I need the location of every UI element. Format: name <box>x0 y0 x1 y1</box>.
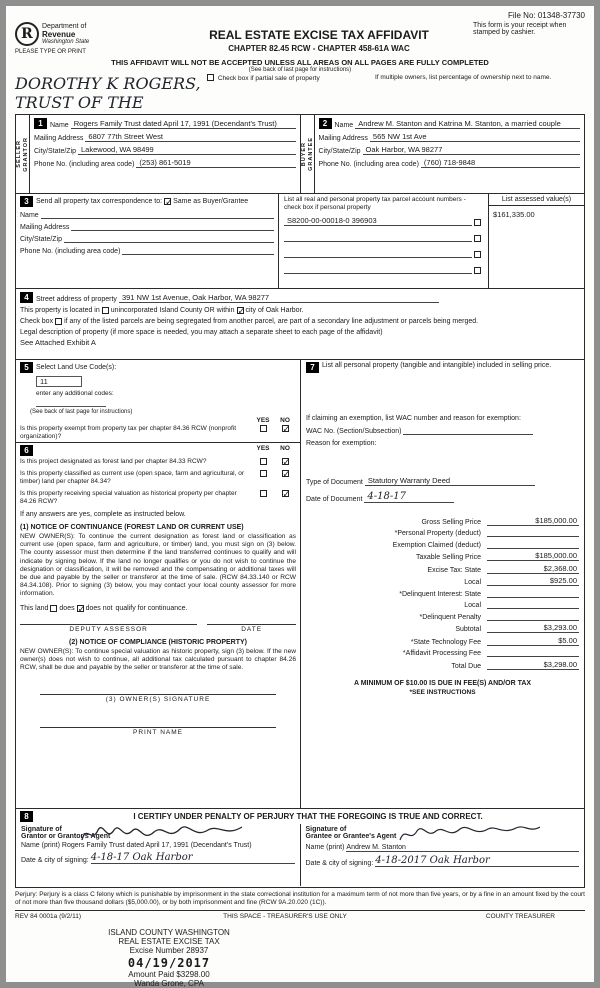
does-not-label: does not <box>85 604 113 612</box>
notice-compliance-title: (2) NOTICE OF COMPLIANCE (HISTORIC PROPERTY) <box>69 638 247 646</box>
fin-value[interactable] <box>487 589 579 598</box>
stamp-tax-title: REAL ESTATE EXCISE TAX <box>118 936 220 946</box>
section-1-seller <box>15 114 301 194</box>
section-3-assessed <box>488 194 584 288</box>
grantor-sig-label-2: Grantor or Grantor's Agent <box>21 833 111 840</box>
reason-exemption-label: Reason for exemption: <box>306 440 377 447</box>
buyer-side-word-2: GRANTEE <box>307 137 314 171</box>
stamp-cashier-name: Wanda Grone, CPA <box>134 978 204 988</box>
fin-value[interactable] <box>487 528 579 537</box>
fin-label: Local <box>464 602 481 609</box>
subheader-row <box>15 74 585 112</box>
handwritten-owner-name: DOROTHY K ROGERS, TRUST OF THE <box>15 74 201 112</box>
deputy-assessor-line[interactable] <box>20 616 197 625</box>
section-2-badge: 2 <box>319 118 332 129</box>
seller-csz-value[interactable]: Lakewood, WA 98499 <box>78 145 295 155</box>
buyer-name-label: Name <box>334 122 354 129</box>
segregated-pre-label: Check box <box>20 318 54 325</box>
stamp-excise-number: Excise Number 28937 <box>129 945 209 955</box>
fin-value[interactable]: $3,293.00 <box>487 623 579 633</box>
section-5-badge: 5 <box>20 362 33 373</box>
land-qualify-pre: This land <box>20 604 49 612</box>
partial-sale-line <box>205 74 375 82</box>
partial-sale-label: Check box if partial sale of property <box>217 75 320 82</box>
no-header: NO <box>280 445 290 452</box>
does-checkbox[interactable] <box>50 605 57 612</box>
fin-value[interactable] <box>487 540 579 549</box>
see-instructions-note: *SEE INSTRUCTIONS <box>409 688 476 696</box>
buyer-name-value[interactable]: Andrew M. Stanton and Katrina M. Stanton, a married couple <box>355 120 580 130</box>
logo-dept-line: Department of <box>42 23 87 30</box>
header <box>15 22 585 55</box>
grantee-name-value[interactable]: Andrew M. Stanton <box>346 844 579 852</box>
seller-phone-label: Phone No. (including area code) <box>34 161 135 168</box>
section-3-parcels <box>278 194 488 288</box>
forest-land-question: Is this project designated as forest land per chapter 84.33 RCW? <box>20 458 207 465</box>
reason-exemption-blank[interactable] <box>306 447 579 473</box>
legal-description-label: Legal description of property (if more space is needed, you may attach a separate sheet to each page of the affidavit) <box>20 329 383 336</box>
corr-csz-value[interactable] <box>64 234 274 243</box>
fin-label: Local <box>464 579 481 586</box>
exempt-question: Is this property exempt from property tax per chapter 84.36 RCW (nonprofit organization)? <box>20 425 237 440</box>
deputy-date-line[interactable] <box>207 616 296 625</box>
partial-sale-checkbox[interactable] <box>207 74 214 81</box>
fin-value[interactable] <box>487 612 579 621</box>
section-3-correspondence <box>16 194 278 288</box>
wac-value[interactable] <box>403 426 533 435</box>
corr-name-label: Name <box>20 212 39 219</box>
owners-signature-label: (3) OWNER(S) SIGNATURE <box>105 696 211 704</box>
doc-type-value[interactable]: Statutory Warranty Deed <box>365 476 535 486</box>
seller-address-value[interactable]: 6807 77th Street West <box>85 132 295 142</box>
fin-label: *Delinquent Penalty <box>419 613 481 621</box>
fin-label: Total Due <box>451 662 481 670</box>
fin-label: Subtotal <box>455 626 481 633</box>
exempt-no-checkbox[interactable]: ✓ <box>282 424 291 434</box>
historic-question: Is this property receiving special valuation as historical property per chapter 84.26 RCW? <box>20 490 237 505</box>
corr-address-label: Mailing Address <box>20 224 70 231</box>
parties-row <box>15 114 585 194</box>
section-8-badge: 8 <box>20 811 33 822</box>
fin-value[interactable] <box>487 648 579 657</box>
section-3 <box>15 193 585 289</box>
fin-value[interactable]: $3,298.00 <box>487 660 579 670</box>
legal-description-value[interactable]: See Attached Exhibit A <box>20 338 96 347</box>
buyer-address-label: Mailing Address <box>318 135 368 142</box>
file-number: File No: 01348-37730 <box>508 11 585 20</box>
fin-value[interactable]: $185,000.00 <box>487 516 579 526</box>
parcel-row-personal-checkbox[interactable] <box>474 267 481 274</box>
stamp-date: 04/19/2017 <box>127 955 211 970</box>
exemption-label: If claiming an exemption, list WAC number and reason for exemption: <box>306 415 521 422</box>
grantee-sig-label-1: Signature of <box>305 826 347 833</box>
current-use-question: Is this property classified as current use (open space, farm and agricultural, or timber) land per chapter 84.34? <box>20 470 244 485</box>
buyer-csz-label: City/State/Zip <box>318 148 361 155</box>
section-6-badge: 6 <box>20 445 33 456</box>
section-2-buyer <box>300 114 586 194</box>
receipt-note: This form is your receipt when stamped by cashier. <box>473 22 567 36</box>
seller-csz-label: City/State/Zip <box>34 148 77 155</box>
see-back-note: (See back of last page for instructions) <box>248 67 352 73</box>
historic-yes-checkbox[interactable] <box>260 490 267 497</box>
forest-no-checkbox[interactable]: ✓ <box>282 457 291 467</box>
buyer-phone-label: Phone No. (including area code) <box>318 161 419 168</box>
corr-address-value[interactable] <box>71 222 274 231</box>
buyer-csz-value[interactable]: Oak Harbor, WA 98277 <box>363 145 580 155</box>
buyer-phone-value[interactable]: (760) 718-9848 <box>421 158 580 168</box>
section-4-badge: 4 <box>20 292 33 303</box>
corr-phone-label: Phone No. (including area code) <box>20 248 121 255</box>
doc-date-value[interactable]: 4-18-17 <box>364 491 454 503</box>
forest-yes-checkbox[interactable] <box>260 458 267 465</box>
exempt-yes-checkbox[interactable] <box>260 425 267 432</box>
same-as-buyer-checkbox[interactable]: ✓ <box>165 197 173 207</box>
seller-name-value[interactable]: Rogers Family Trust dated April 17, 1991 (Decendant's Trust) <box>71 120 296 130</box>
seller-side-word-1: SELLER <box>16 140 22 168</box>
parcel-header: List all real and personal property tax parcel account numbers - check box if personal property <box>284 196 466 211</box>
street-address-value[interactable]: 391 NW 1st Avenue, Oak Harbor, WA 98277 <box>119 293 439 303</box>
fin-value[interactable]: $185,000.00 <box>487 551 579 561</box>
print-name-line[interactable] <box>40 719 276 728</box>
fin-label: *State Technology Fee <box>410 638 481 646</box>
print-name-label: PRINT NAME <box>133 729 183 737</box>
section-5-see-back: (See back of last page for instructions) <box>30 409 133 415</box>
fin-label: Gross Selling Price <box>421 518 481 526</box>
notice-compliance-body: NEW OWNER(S): To continue special valuation as historic property, sign (3) below. If the new owner(s) does not wish to continue, all additional tax calculated pursuant to chapter 84.26 RCW, shall be due and payable by the seller or transferor at the time of sale. <box>20 647 296 672</box>
personal-property-blank[interactable] <box>306 373 579 415</box>
multiple-owners-note: If multiple owners, list percentage of ownership next to name. <box>375 74 552 81</box>
footer-row <box>15 910 585 920</box>
owners-signature-line[interactable] <box>40 686 276 695</box>
stamp-county: ISLAND COUNTY WASHINGTON <box>108 927 230 937</box>
section-6 <box>15 442 301 809</box>
logo-r: R <box>21 26 33 42</box>
buyer-side-band <box>301 115 315 193</box>
fin-value[interactable]: $5.00 <box>487 636 579 646</box>
additional-codes-label: enter any additional codes: <box>36 390 114 397</box>
fin-label: Excise Tax: State <box>427 566 481 574</box>
notice-continuance-body: NEW OWNER(S): To continue the current designation as forest land or classification as current use (open space, farm and agriculture, or timber) land, you must sign on (3) below. The county assessor must then determine if the land transferred continues to qualify and will indicate by signing below. If the land no longer qualifies or you do not wish to continue the designation or classification, it will be removed and the compensating or additional taxes will be due and payable by the seller or transferor at the time of sale. (RCW 84.33.140 or RCW 84.34.108). Prior to signing (3) below, you may contact your local county assessor for more information. <box>20 533 296 598</box>
assessed-header: List assessed value(s) <box>489 194 584 206</box>
seller-side-band <box>16 115 30 193</box>
parcel-row-personal-checkbox[interactable] <box>474 251 481 258</box>
parcel-row-value[interactable] <box>284 265 472 274</box>
fin-label: Exemption Claimed (deduct) <box>392 541 481 549</box>
fin-value[interactable]: $925.00 <box>487 576 579 586</box>
no-header: NO <box>280 417 290 424</box>
corr-name-value[interactable] <box>41 210 274 219</box>
grantor-name-label: Name (print) <box>21 842 60 849</box>
grantor-signature <box>76 818 256 848</box>
fin-label: *Delinquent Interest: State <box>399 590 481 598</box>
street-address-label: Street address of property <box>36 296 117 303</box>
grantee-date-value[interactable]: 4-18-2017 Oak Harbor <box>375 855 579 867</box>
logo-revenue-line: Revenue <box>42 30 76 39</box>
form-title: REAL ESTATE EXCISE TAX AFFIDAVIT <box>209 28 429 42</box>
current-use-yes-checkbox[interactable] <box>260 470 267 477</box>
wac-label: WAC No. (Section/Subsection) <box>306 428 402 435</box>
send-correspondence-label: Send all property tax correspondence to: <box>36 198 163 205</box>
seller-phone-value[interactable]: (253) 861-5019 <box>136 158 295 168</box>
seller-name-label: Name <box>50 122 69 129</box>
parcel-row-value[interactable] <box>284 233 472 242</box>
section-3-badge: 3 <box>20 196 33 207</box>
please-type-note: PLEASE TYPE OR PRINT <box>15 49 86 55</box>
title-block <box>165 22 473 55</box>
section-1-badge: 1 <box>34 118 47 129</box>
grantor-signing-block <box>16 824 300 886</box>
revenue-logo-icon <box>15 22 39 46</box>
yes-header: YES <box>256 417 270 424</box>
corr-phone-value[interactable] <box>122 246 274 255</box>
grantee-signing-block <box>300 824 585 886</box>
certify-statement: I CERTIFY UNDER PENALTY OF PERJURY THAT THE FOREGOING IS TRUE AND CORRECT. <box>133 812 483 821</box>
section-7-badge: 7 <box>306 362 319 373</box>
section-4 <box>15 288 585 360</box>
affidavit-page <box>6 6 594 988</box>
parcel-row-personal-checkbox[interactable] <box>474 219 481 226</box>
middle-row <box>15 359 585 809</box>
warning-line: THIS AFFIDAVIT WILL NOT BE ACCEPTED UNLESS ALL AREAS ON ALL PAGES ARE FULLY COMPLETED <box>111 58 489 67</box>
section-5 <box>15 359 301 443</box>
grantee-signature <box>396 822 546 848</box>
unincorporated-checkbox[interactable] <box>102 307 109 314</box>
additional-codes-value[interactable] <box>36 399 106 407</box>
segregated-checkbox[interactable] <box>55 318 62 325</box>
stamp-amount-paid: Amount Paid $3298.00 <box>128 969 210 979</box>
buyer-side-word-1: BUYER <box>300 141 307 167</box>
seller-address-label: Mailing Address <box>34 135 84 142</box>
treasurer-space-label: THIS SPACE - TREASURER'S USE ONLY <box>223 912 347 920</box>
treasurer-stamp <box>49 928 289 988</box>
assessed-value[interactable]: $161,335.00 <box>493 210 535 219</box>
grantor-date-value[interactable]: 4-18-17 Oak Harbor <box>91 852 295 864</box>
city-checkbox[interactable]: ✓ <box>237 306 246 316</box>
grantee-sig-label-2: Grantee or Grantee's Agent <box>305 833 397 840</box>
corr-csz-label: City/State/Zip <box>20 236 63 243</box>
parcel-row-personal-checkbox[interactable] <box>474 235 481 242</box>
same-as-buyer-label: Same as Buyer/Grantee <box>173 198 249 205</box>
fin-value[interactable] <box>487 600 579 609</box>
notice-continuance-title: (1) NOTICE OF CONTINUANCE (FOREST LAND OR CURRENT USE) <box>20 524 244 531</box>
minimum-fee-note: A MINIMUM OF $10.00 IS DUE IN FEE(S) AND/OR TAX <box>353 679 532 687</box>
yes-header: YES <box>256 445 270 452</box>
deputy-date-label: DATE <box>241 625 263 633</box>
fin-label: *Personal Property (deduct) <box>394 530 481 537</box>
grantor-name-value[interactable]: Rogers Family Trust dated April 17, 1991 (Decendant's Trust) <box>61 842 252 849</box>
seller-side-word-2: GRANTOR <box>23 136 29 172</box>
section-7 <box>300 359 585 809</box>
logo-block <box>15 22 165 55</box>
does-label: does <box>59 604 75 612</box>
doc-date-label: Date of Document <box>306 496 363 503</box>
located-pre-label: This property is located in <box>20 307 100 314</box>
fin-value[interactable]: $2,368.00 <box>487 564 579 574</box>
unincorporated-label: unincorporated Island County OR within <box>110 307 235 314</box>
land-use-code-value[interactable]: 11 <box>36 376 82 387</box>
land-use-label: Select Land Use Code(s): <box>36 364 117 371</box>
section-8 <box>15 808 585 888</box>
fin-label: Taxable Selling Price <box>416 554 481 561</box>
doc-type-label: Type of Document <box>306 479 363 486</box>
perjury-statement: Perjury: Perjury is a class C felony which is punishable by imprisonment in the state correctional institution for a maximum term of not more than five years, or by a fine in an amount fixed by the court of not more than five thousand dollars ($5,000.00), or by both imprisonment and fine (RCW 9A.20.020 (1C)). <box>15 891 585 906</box>
deputy-assessor-label: DEPUTY ASSESSOR <box>69 625 148 633</box>
land-qualify-post: qualify for continuance. <box>115 604 188 612</box>
segregated-label: if any of the listed parcels are being segregated from another parcel, are part of a secondary line adjustment or parcels being merged. <box>64 318 479 325</box>
parcel-row-value[interactable] <box>284 249 472 258</box>
form-chapter: CHAPTER 82.45 RCW - CHAPTER 458-61A WAC <box>228 44 410 53</box>
historic-no-checkbox[interactable]: ✓ <box>282 489 291 499</box>
if-yes-instruction: If any answers are yes, complete as instructed below. <box>20 511 186 518</box>
current-use-no-checkbox[interactable]: ✓ <box>282 469 291 479</box>
grantor-date-label: Date & city of signing: <box>21 857 89 864</box>
city-label: city of Oak Harbor. <box>245 307 304 314</box>
fin-label: *Affidavit Processing Fee <box>402 650 481 657</box>
parcel-row-value[interactable]: S8200-00-00018-0 396903 <box>284 216 472 226</box>
logo-state-line: Washington State <box>42 39 90 45</box>
rev-number: REV 84 0001a (9/2/11) <box>15 912 82 920</box>
grantor-sig-label-1: Signature of <box>21 826 62 833</box>
buyer-address-value[interactable]: 565 NW 1st Ave <box>370 132 580 142</box>
personal-property-label: List all personal property (tangible and intangible) included in selling price. <box>322 362 552 369</box>
county-treasurer-label: COUNTY TREASURER <box>485 912 555 920</box>
does-not-checkbox[interactable]: ✓ <box>77 603 86 614</box>
grantee-name-label: Name (print) <box>305 844 345 851</box>
grantee-date-label: Date & city of signing: <box>305 860 374 867</box>
